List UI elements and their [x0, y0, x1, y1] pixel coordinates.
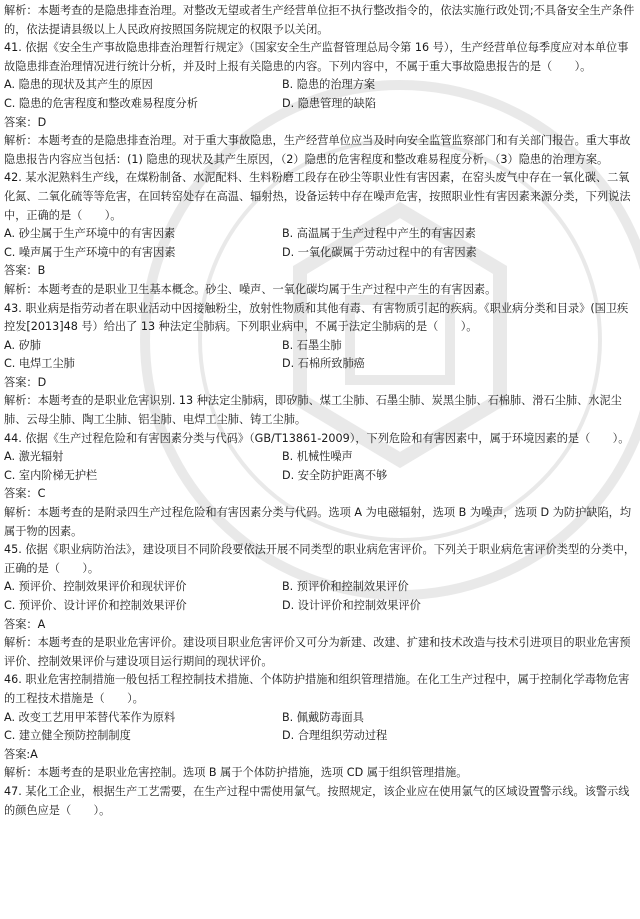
- option-item: B. 机械性噪声: [282, 450, 353, 464]
- option-item: B. 预评价和控制效果评价: [282, 580, 409, 594]
- option-item: D. 合理组织劳动过程: [282, 729, 388, 743]
- option-item: C. 预评价、设计评价和控制效果评价: [4, 599, 187, 612]
- option-item: C. 噪声属于生产环境中的有害因素: [4, 245, 176, 259]
- answer-line: 答案：B: [4, 264, 46, 278]
- explanation-paragraph: 解析：本题考查的是隐患排查治理。对于重大事故隐患，生产经营单位应当及时向安全监管监察部门和有关部门报告。重大事故隐患报告内容应当包括：(1) 隐患的现状及其产生原因，（2）隐患的危害程度和整改难易程度分析，（3）隐患的治理方案。: [4, 134, 631, 166]
- option-item: D. 安全防护距离不够: [282, 468, 388, 482]
- option-item: C. 隐患的危害程度和整改难易程度分析: [4, 96, 198, 110]
- option-group: [4, 225, 636, 262]
- option-item: B. 石墨尘肺: [282, 338, 342, 352]
- question-stem: 46. 职业危害控制措施一般包括工程控制技术措施、个体防护措施和组织管理措施。在化工生产过程中，属于控制化学毒物危害的工程技术措施是（ ）。: [4, 673, 630, 705]
- document-body: [4, 2, 636, 820]
- explanation-paragraph: 解析：本题考查的是职业危害识别. 13 种法定尘肺病，即矽肺、煤工尘肺、石墨尘肺、炭黑尘肺、石棉肺、滑石尘肺、水泥尘肺、云母尘肺、陶工尘肺、铝尘肺、电焊工尘肺、铸工尘肺。: [4, 394, 622, 427]
- option-item: C. 电焊工尘肺: [4, 357, 75, 371]
- option-item: C. 建立健全预防控制制度: [4, 729, 131, 743]
- option-item: A. 改变工艺用甲苯替代苯作为原料: [4, 710, 176, 724]
- option-item: B. 隐患的治理方案: [282, 78, 376, 92]
- option-item: C. 室内阶梯无护栏: [4, 468, 98, 482]
- option-item: D. 隐患管理的缺陷: [282, 96, 377, 110]
- question-stem: 47. 某化工企业，根据生产工艺需要，在生产过程中需使用氯气。按照规定，该企业应在使用氯气的区域设置警示线。该警示线的颜色应是（ ）。: [4, 784, 630, 817]
- option-item: D. 设计评价和控制效果评价: [282, 599, 421, 612]
- question-stem: 43. 职业病是指劳动者在职业活动中因接触粉尘，放射性物质和其他有毒、有害物质引起的疾病。《职业病分类和目录》(国卫疾控发[2013]48 号）给出了 13 种法定尘肺病。下列职业病中，不属于法定尘肺病的是（ ）。: [4, 301, 629, 334]
- question-stem: 41. 依据《安全生产事故隐患排查治理暂行规定》（国家安全生产监督管理总局令第 16 号），生产经营单位每季度应对本单位事故隐患排查治理情况进行统计分析，并及时上报有关隐患的内容。下列内容中，不属于重大事故隐患报告的是（ ）。: [4, 41, 629, 73]
- option-group: [4, 337, 636, 374]
- option-item: A. 砂尘属于生产环境中的有害因素: [4, 227, 176, 241]
- option-item: D. 石棉所致肺癌: [282, 357, 365, 371]
- option-item: D. 一氧化碳属于劳动过程中的有害因素: [282, 245, 477, 259]
- answer-line: 答案:A: [4, 747, 38, 761]
- option-group: [4, 709, 636, 746]
- explanation-paragraph: 解析：本题考查的是职业危害评价。建设项目职业危害评价又可分为新建、改建、扩建和技术改造与技术引进项目的职业危害预评价、控制效果评价与建设项目运行期间的现状评价。: [4, 636, 631, 668]
- option-item: B. 佩戴防毒面具: [282, 710, 364, 724]
- answer-line: 答案：A: [4, 617, 46, 631]
- explanation-paragraph: 解析：本题考查的是职业卫生基本概念。砂尘、噪声、一氧化碳均属于生产过程中产生的有害因素。: [4, 282, 497, 296]
- question-stem: 44. 依据《生产过程危险和有害因素分类与代码》（GB/T13861-2009），下列危险和有害因素中，属于环境因素的是（ ）。: [4, 431, 630, 445]
- answer-line: 答案：D: [4, 115, 47, 129]
- explanation-paragraph: 解析：本题考查的是职业危害控制。选项 B 属于个体防护措施，选项 CD 属于组织管理措施。: [4, 766, 468, 780]
- explanation-paragraph: 解析：本题考查的是隐患排查治理。对整改无望或者生产经营单位拒不执行整改指令的，依法实施行政处罚;不具备安全生产条件的，依法提请县级以上人民政府按照国务院规定的权限予以关闭。: [4, 4, 635, 36]
- option-group: [4, 578, 636, 615]
- answer-line: 答案：D: [4, 375, 47, 389]
- option-item: A. 隐患的现状及其产生的原因: [4, 78, 153, 92]
- explanation-paragraph: 解析：本题考查的是附录四生产过程危险和有害因素分类与代码。选项 A 为电磁辐射，选项 B 为噪声，选项 D 为防护缺陷，均属于物的因素。: [4, 506, 632, 538]
- option-item: A. 预评价、控制效果评价和现状评价: [4, 580, 187, 594]
- option-group: [4, 448, 636, 485]
- option-group: [4, 76, 636, 113]
- answer-line: 答案：C: [4, 487, 46, 501]
- option-item: A. 矽肺: [4, 338, 41, 352]
- option-item: B. 高温属于生产过程中产生的有害因素: [282, 227, 476, 241]
- question-stem: 45. 依据《职业病防治法》，建设项目不同阶段要依法开展不同类型的职业病危害评价。下列关于职业病危害评价类型的分类中，正确的是（ ）。: [4, 543, 636, 575]
- option-item: A. 激光辐射: [4, 450, 64, 464]
- question-stem: 42. 某水泥熟料生产线，在煤粉制备、水泥配料、生料粉磨工段存在砂尘等职业性有害因素，在窑头废气中存在一氧化碳、二氧化氮、二氧化硫等等危害，在回转窑处存在高温、辐射热，设备运转中存在噪声危害，按照职业性有害因素来源分类，下列说法中，正确的是（ ）。: [4, 171, 631, 222]
